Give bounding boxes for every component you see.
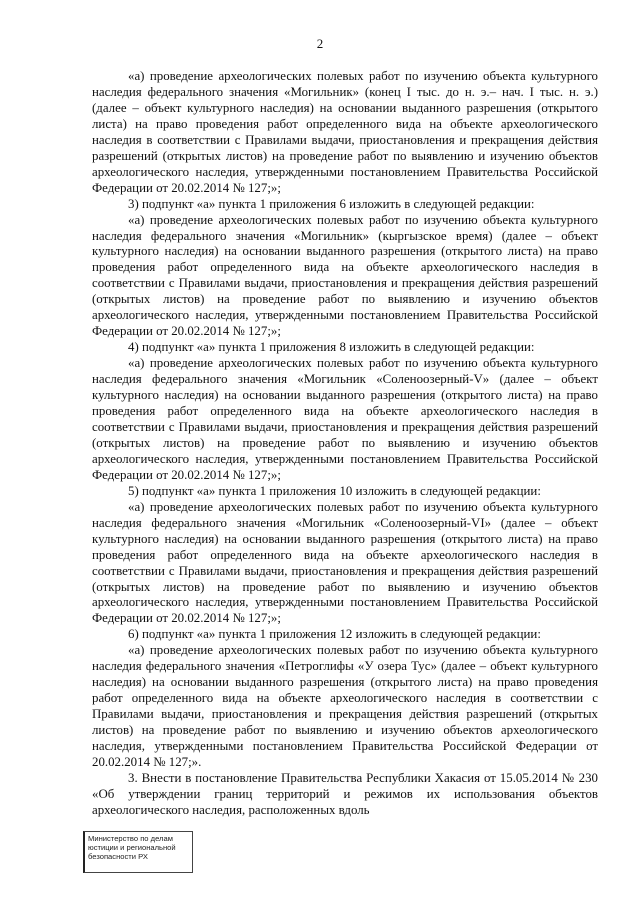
paragraph-item-a-appendix-4: «а) проведение археологических полевых работ по изучению объекта культурного наследия федерального значения «Могильник» (конец I тыс. до н. э.– нач. I тыс. н. э.) (далее – объект культурного наследия) на основании выданного разрешения (открытого листа) на право проведения работ определенного вида на объекте археологического наследия в соответствии с Правилами выдачи, приостановления и прекращения действия разрешений (открытых листов) на проведение работ по выявлению и изучению объектов археологического наследия, утвержденными постановлением Правительства Российской Федерации от 20.02.2014 № 127;»;: [92, 69, 598, 195]
paragraph-instruction-4: 4) подпункт «а» пункта 1 приложения 8 изложить в следующей редакции:: [128, 340, 535, 355]
paragraph-instruction-5: 5) подпункт «а» пункта 1 приложения 10 изложить в следующей редакции:: [128, 483, 541, 498]
paragraph-item-a-appendix-6: «а) проведение археологических полевых работ по изучению объекта культурного наследия федерального значения «Могильник» (кыргызское время) (далее – объект культурного наследия) на основании выданного разрешения (открытого листа) на право проведения работ определенного вида на объекте археологического наследия в соответствии с Правилами выдачи, приостановления и прекращения действия разрешений (открытых листов) на проведение работ по выявлению и изучению объектов археологического наследия, утвержденными постановлением Правительства Российской Федерации от 20.02.2014 № 127;»;: [92, 212, 598, 339]
paragraph-section-3: 3. Внести в постановление Правительства Республики Хакасия от 15.05.2014 № 230 «Об утверждении границ территорий и режимов их использования объектов археологического наследия, расположенных вдоль: [92, 770, 598, 817]
paragraph-instruction-3: 3) подпункт «а» пункта 1 приложения 6 изложить в следующей редакции:: [128, 196, 535, 211]
paragraph-item-a-appendix-10: «а) проведение археологических полевых работ по изучению объекта культурного наследия федерального значения «Могильник «Соленоозерный-VI» (далее – объект культурного наследия) на основании выданного разрешения (открытого листа) на право проведения работ определенного вида на объекте археологического наследия в соответствии с Правилами выдачи, приостановления и прекращения действия разрешений (открытых листов) на проведение работ по выявлению и изучению объектов археологического наследия, утвержденными постановлением Правительства Российской Федерации от 20.02.2014 № 127;»;: [92, 499, 598, 626]
stamp-line-1: Министерство по делам: [88, 834, 173, 843]
paragraph-instruction-6: 6) подпункт «а» пункта 1 приложения 12 изложить в следующей редакции:: [128, 627, 541, 642]
paragraph-item-a-appendix-12: «а) проведение археологических полевых работ по изучению объекта культурного наследия федерального значения «Петроглифы «У озера Тус» (далее – объект культурного наследия) на основании выданного разрешения (открытого листа) на право проведения работ определенного вида на объекте археологического наследия в соответствии с Правилами выдачи, приостановления и прекращения действия разрешений (открытых листов) на проведение работ по выявлению и изучению объектов археологического наследия, утвержденными постановлением Правительства Российской Федерации от 20.02.2014 № 127;».: [92, 643, 598, 769]
page-number: 2: [316, 36, 324, 51]
document-body: [92, 69, 598, 819]
paragraph-item-a-appendix-8: «а) проведение археологических полевых работ по изучению объекта культурного наследия федерального значения «Могильник «Соленоозерный-V» (далее – объект культурного наследия) на основании выданного разрешения (открытого листа) на право проведения работ определенного вида на объекте археологического наследия в соответствии с Правилами выдачи, приостановления и прекращения действия разрешений (открытых листов) на проведение работ по выявлению и изучению объектов археологического наследия, утвержденными постановлением Правительства Российской Федерации от 20.02.2014 № 127;»;: [92, 356, 598, 482]
ministry-stamp: [83, 831, 193, 873]
stamp-line-2: юстиции и региональной: [88, 843, 176, 852]
stamp-line-3: безопасности РХ: [88, 852, 148, 861]
